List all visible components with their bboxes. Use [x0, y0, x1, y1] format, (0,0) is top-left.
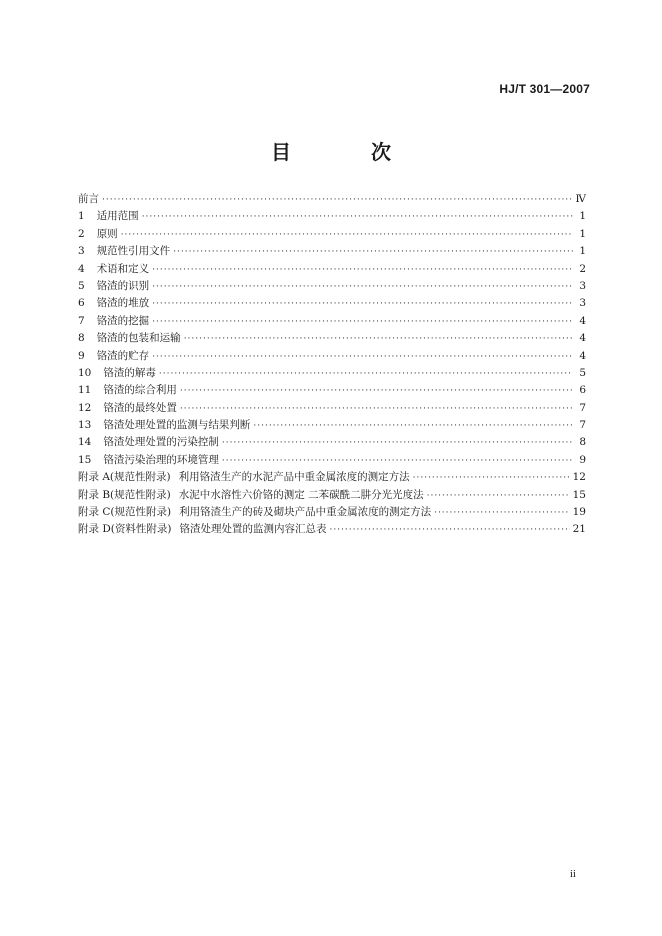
toc-entry-label: 规范性引用文件 [96, 245, 171, 258]
toc-entry[interactable] [78, 521, 586, 538]
toc-entry-label: 铬渣处理处置的监测与结果判断 [103, 419, 251, 432]
standard-code: HJ/T 301—2007 [499, 82, 590, 96]
toc-entry-number: 15 [78, 453, 92, 466]
toc-entry[interactable] [78, 191, 586, 208]
toc-entry[interactable] [78, 434, 586, 451]
toc-entry-label: 铬渣的包装和运输 [96, 332, 181, 345]
toc-dot-leader [152, 352, 573, 362]
toc-entry[interactable] [78, 226, 586, 243]
page-title: 目 次 [271, 140, 421, 164]
toc-entry-number: 附录 D(资料性附录) [78, 523, 172, 536]
toc-entry[interactable] [78, 417, 586, 434]
toc-dot-leader [222, 438, 573, 448]
toc-entry-page: Ⅳ [575, 193, 586, 205]
toc-entry-page: 1 [579, 227, 586, 240]
toc-entry-label: 铬渣的识别 [96, 279, 150, 292]
toc-entry-page: 3 [579, 279, 586, 292]
toc-entry-number: 2 [78, 227, 85, 240]
toc-dot-leader [152, 282, 573, 292]
toc-entry[interactable] [78, 382, 586, 399]
toc-dot-leader [253, 421, 573, 431]
toc-entry[interactable] [78, 295, 586, 312]
toc-dot-leader [180, 404, 573, 414]
toc-entry-label: 铬渣的最终处置 [103, 401, 177, 414]
toc-entry-label: 适用范围 [96, 210, 139, 223]
toc-dot-leader [222, 456, 573, 466]
toc-entry-label: 铬渣的挖掘 [96, 314, 150, 327]
toc-dot-leader [152, 265, 573, 275]
toc-entry-page: 21 [572, 523, 586, 536]
toc-entry-number: 3 [78, 245, 85, 258]
toc-entry-page: 1 [579, 210, 586, 223]
toc-dot-leader [329, 525, 569, 535]
toc-entry-label: 铬渣的贮存 [96, 349, 150, 362]
toc-entry-page: 5 [579, 366, 586, 379]
toc-dot-leader [434, 508, 570, 518]
toc-entry[interactable] [78, 469, 586, 486]
toc-entry-page: 9 [579, 453, 586, 466]
toc-dot-leader [180, 386, 573, 396]
toc-entry-number: 9 [78, 349, 85, 362]
toc-dot-leader [121, 230, 573, 240]
toc-entry-number: 8 [78, 332, 85, 345]
toc-entry[interactable] [78, 330, 586, 347]
toc-entry-number: 7 [78, 314, 85, 327]
toc-entry-label: 铬渣处理处置的监测内容汇总表 [179, 523, 327, 536]
toc-entry-page: 4 [579, 314, 586, 327]
toc-entry-page: 4 [579, 332, 586, 345]
toc-entry-label: 前言 [78, 193, 99, 205]
toc-entry[interactable] [78, 243, 586, 260]
toc-dot-leader [413, 473, 570, 483]
toc-entry[interactable] [78, 208, 586, 225]
toc-entry-label: 术语和定义 [96, 262, 150, 275]
toc-entry[interactable] [78, 278, 586, 295]
toc-entry-label: 利用铬渣生产的砖及砌块产品中重金属浓度的测定方法 [179, 506, 432, 519]
toc-entry-label: 铬渣污染治理的环境管理 [103, 453, 219, 466]
toc-dot-leader [102, 195, 573, 205]
toc-entry-label: 铬渣的解毒 [103, 366, 156, 379]
toc-entry[interactable] [78, 261, 586, 278]
toc-entry-number: 4 [78, 262, 85, 275]
toc-entry-number: 11 [78, 384, 92, 397]
toc-entry-page: 12 [572, 471, 586, 484]
toc-entry[interactable] [78, 313, 586, 330]
toc-entry-number: 12 [78, 401, 92, 414]
toc-entry-page: 19 [572, 506, 586, 519]
toc-entry-label: 铬渣的综合利用 [103, 384, 177, 397]
toc-entry-page: 8 [579, 436, 586, 449]
toc-entry-page: 1 [579, 245, 586, 258]
table-of-contents [78, 191, 586, 539]
toc-entry-page: 4 [579, 349, 586, 362]
toc-entry-page: 7 [579, 401, 586, 414]
toc-dot-leader [152, 317, 573, 327]
toc-entry-number: 1 [78, 210, 85, 223]
toc-entry-page: 3 [579, 297, 586, 310]
toc-entry-number: 10 [78, 366, 92, 379]
toc-entry-page: 15 [572, 488, 586, 501]
toc-entry[interactable] [78, 504, 586, 521]
toc-entry[interactable] [78, 365, 586, 382]
toc-entry-number: 附录 C(规范性附录) [78, 506, 172, 519]
toc-dot-leader [142, 212, 573, 222]
toc-entry[interactable] [78, 487, 586, 504]
toc-entry-label: 水泥中水溶性六价铬的测定 二苯碳酰二肼分光光度法 [178, 488, 424, 501]
toc-entry-number: 13 [78, 419, 92, 432]
toc-entry-label: 原则 [96, 227, 118, 240]
toc-dot-leader [184, 334, 573, 344]
toc-entry-page: 6 [579, 384, 586, 397]
toc-entry[interactable] [78, 452, 586, 469]
toc-entry[interactable] [78, 400, 586, 417]
toc-entry-number: 附录 B(规范性附录) [78, 488, 171, 501]
toc-entry-label: 铬渣处理处置的污染控制 [103, 436, 219, 449]
toc-entry[interactable] [78, 348, 586, 365]
toc-entry-number: 附录 A(规范性附录) [78, 471, 171, 484]
toc-entry-label: 利用铬渣生产的水泥产品中重金属浓度的测定方法 [178, 471, 410, 484]
toc-entry-number: 6 [78, 297, 85, 310]
toc-entry-page: 2 [579, 262, 586, 275]
toc-dot-leader [427, 491, 570, 501]
toc-dot-leader [173, 247, 573, 257]
toc-entry-page: 7 [579, 419, 586, 432]
toc-entry-number: 5 [78, 279, 85, 292]
toc-dot-leader [159, 369, 573, 379]
page-number: ii [569, 868, 576, 880]
toc-entry-number: 14 [78, 436, 92, 449]
toc-entry-label: 铬渣的堆放 [96, 297, 150, 310]
toc-dot-leader [152, 299, 573, 309]
